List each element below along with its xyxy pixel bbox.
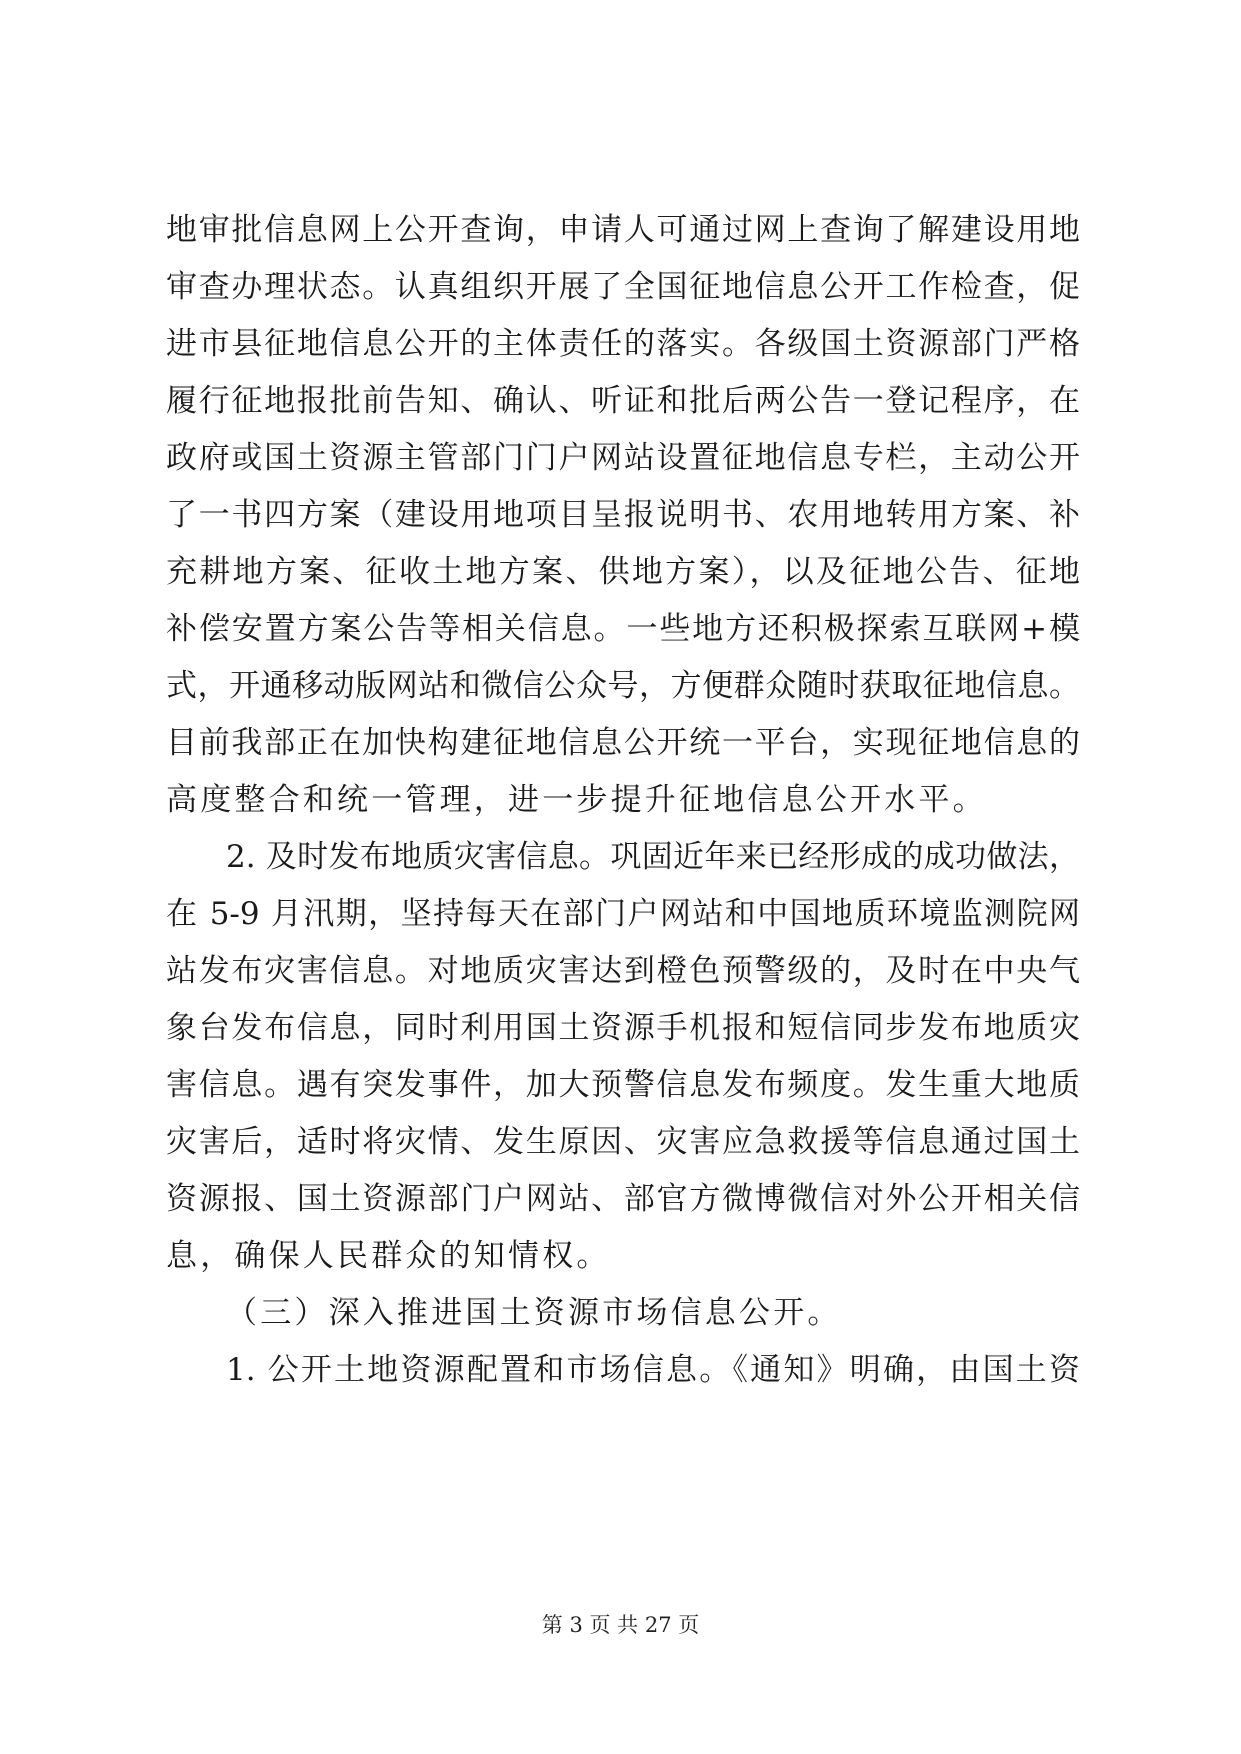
text-line: 站发布灾害信息。对地质灾害达到橙色预警级的，及时在中央气 bbox=[166, 953, 1080, 989]
text-line: 政府或国土资源主管部门门户网站设置征地信息专栏，主动公开 bbox=[166, 440, 1080, 476]
text-line: 高度整合和统一管理，进一步提升征地信息公开水平。 bbox=[166, 782, 987, 818]
text-line: 象台发布信息，同时利用国土资源手机报和短信同步发布地质灾 bbox=[166, 1010, 1080, 1046]
text-line: 审查办理状态。认真组织开展了全国征地信息公开工作检查，促 bbox=[166, 269, 1080, 305]
text-line: 资源报、国土资源部门户网站、部官方微博微信对外公开相关信 bbox=[166, 1181, 1080, 1217]
text-line: 地审批信息网上公开查询，申请人可通过网上查询了解建设用地 bbox=[166, 212, 1080, 248]
text-line: 在 5-9 月汛期，坚持每天在部门户网站和中国地质环境监测院网 bbox=[166, 896, 1080, 932]
section-item-heading: 1. 公开土地资源配置和市场信息。《通知》明确，由国土资 bbox=[226, 1352, 1080, 1388]
page-number-footer: 第 3 页 共 27 页 bbox=[541, 1613, 700, 1637]
section-heading: （三）深入推进国土资源市场信息公开。 bbox=[226, 1295, 842, 1331]
text-line: 补偿安置方案公告等相关信息。一些地方还积极探索互联网+模 bbox=[166, 611, 1080, 647]
section-item-heading: 2. 及时发布地质灾害信息。巩固近年来已经形成的成功做法， bbox=[226, 839, 1080, 875]
text-line: 害信息。遇有突发事件，加大预警信息发布频度。发生重大地质 bbox=[166, 1067, 1080, 1103]
text-line: 进市县征地信息公开的主体责任的落实。各级国土资源部门严格 bbox=[166, 326, 1080, 362]
text-line: 目前我部正在加快构建征地信息公开统一平台，实现征地信息的 bbox=[166, 725, 1080, 761]
text-line: 灾害后，适时将灾情、发生原因、灾害应急救援等信息通过国土 bbox=[166, 1124, 1080, 1160]
text-line: 式，开通移动版网站和微信公众号，方便群众随时获取征地信息。 bbox=[166, 668, 1080, 704]
text-line: 了一书四方案（建设用地项目呈报说明书、农用地转用方案、补 bbox=[166, 497, 1080, 533]
text-line: 息，确保人民群众的知情权。 bbox=[166, 1238, 611, 1274]
text-line: 履行征地报批前告知、确认、听证和批后两公告一登记程序，在 bbox=[166, 383, 1080, 419]
text-line: 充耕地方案、征收土地方案、供地方案），以及征地公告、征地 bbox=[166, 554, 1080, 590]
